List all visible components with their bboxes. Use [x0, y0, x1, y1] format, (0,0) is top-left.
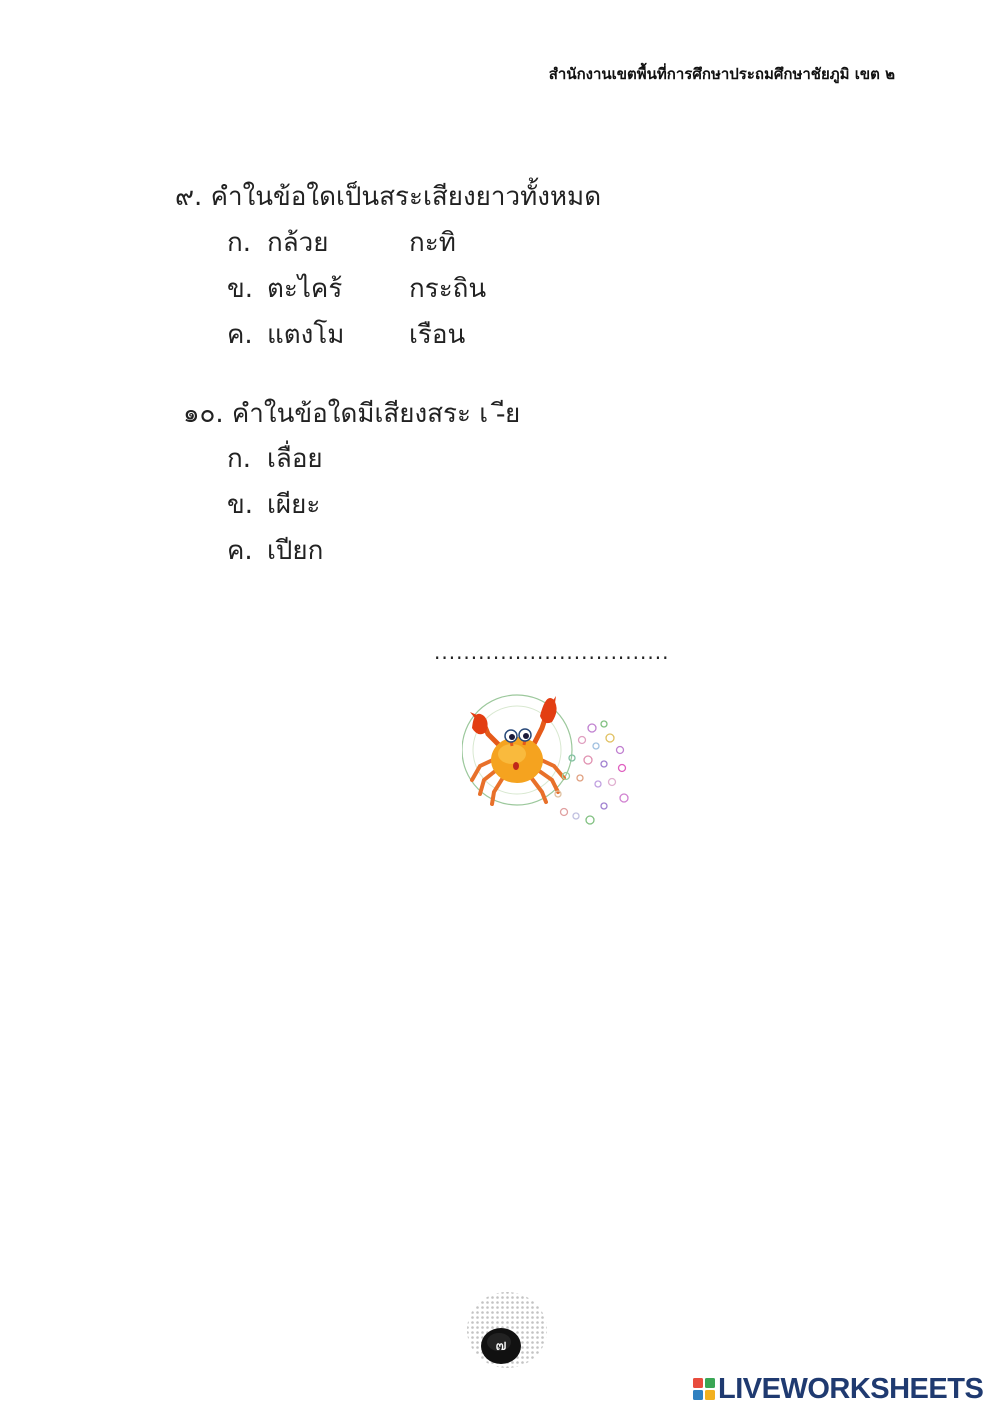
choice-word: กระถิน — [409, 274, 487, 304]
liveworksheets-logo[interactable] — [693, 1371, 983, 1407]
choice-letter: ข. — [227, 490, 254, 520]
choice-letter: ก. — [227, 444, 252, 474]
section-divider: ................................ — [434, 640, 670, 664]
crab-icon — [462, 688, 637, 828]
choice-word: เรือน — [409, 320, 466, 350]
brand-name: LIVEWORKSHEETS — [718, 1372, 984, 1405]
question-9: ๙. คำในข้อใดเป็นสระเสียงยาวทั้งหมด — [175, 182, 602, 212]
choice-word: เปียก — [267, 536, 324, 566]
choice-word: เผียะ — [267, 490, 321, 520]
page-header: สำนักงานเขตพื้นที่การศึกษาประถมศึกษาชัยภูมิ เขต ๒ — [548, 65, 895, 83]
choice-word: กะทิ — [409, 228, 456, 258]
choice-word: กล้วย — [267, 228, 329, 258]
page-number: ๗ — [495, 1336, 507, 1354]
choice-letter: ค. — [227, 536, 253, 566]
question-10: ๑๐. คำในข้อใดมีเสียงสระ เ -ีย — [183, 399, 521, 429]
choice-letter: ก. — [227, 228, 252, 258]
choice-letter: ข. — [227, 274, 254, 304]
choice-letter: ค. — [227, 320, 253, 350]
choice-word: ตะไคร้ — [267, 274, 343, 304]
choice-word: เลื่อย — [267, 444, 323, 474]
page-number-badge — [455, 1280, 555, 1375]
choice-word: แตงโม — [267, 320, 345, 350]
liveworksheets-logo-icon — [693, 1378, 715, 1400]
